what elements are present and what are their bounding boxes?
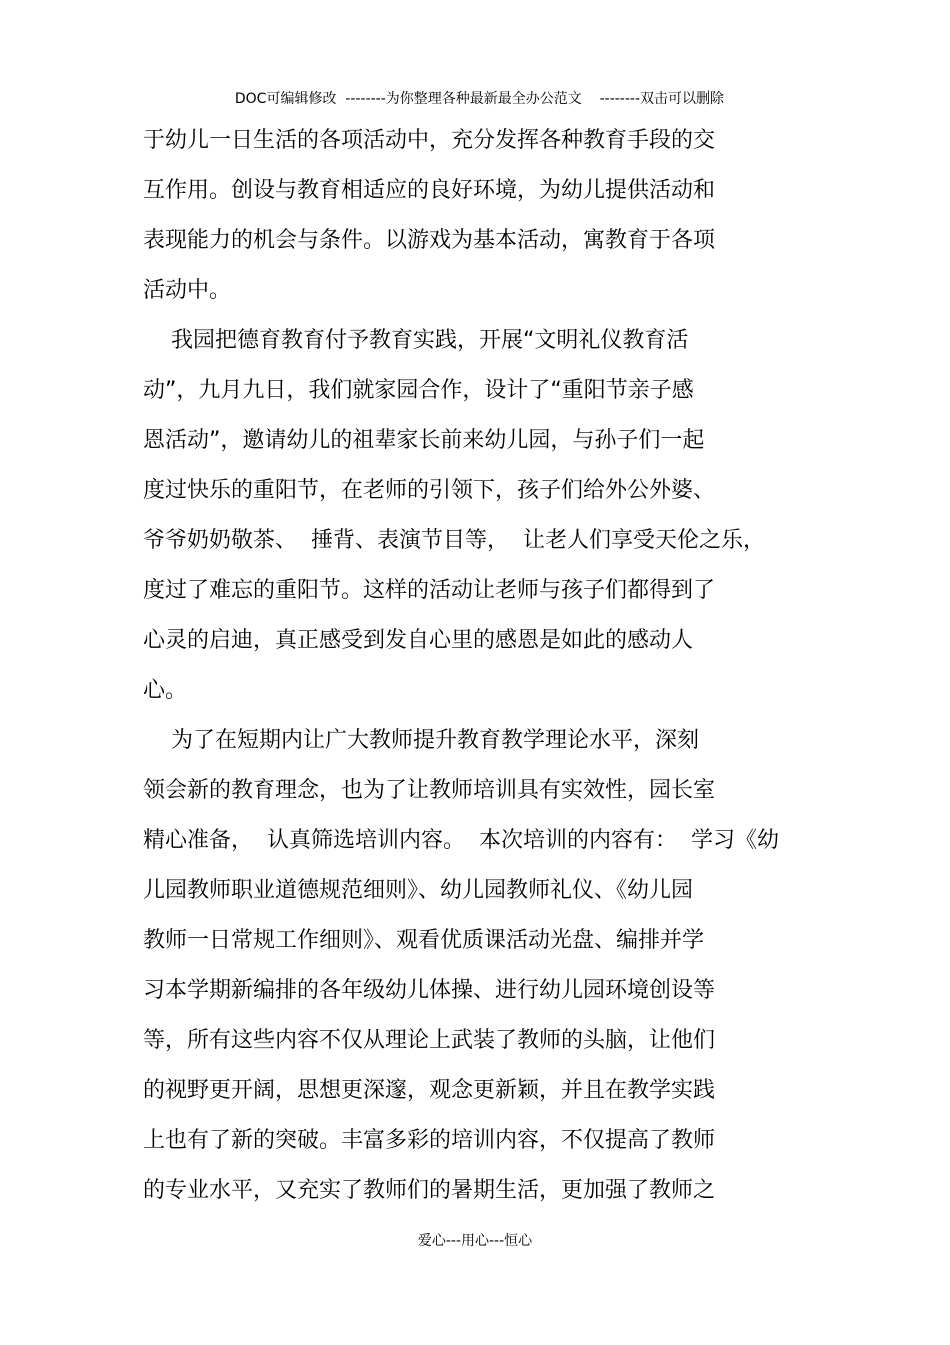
body-line: 领会新的教育理念，也为了让教师培训具有实效性，园长室 (143, 778, 716, 803)
body-line: 我园把德育教育付予教育实践，开展“文明礼仪教育活 (143, 328, 689, 353)
body-line: 活动中。 (143, 278, 232, 303)
body-line: 上也有了新的突破。丰富多彩的培训内容，不仅提高了教师 (143, 1128, 716, 1153)
body-line: 度过了难忘的重阳节。这样的活动让老师与孩子们都得到了 (143, 578, 716, 603)
body-line: 心灵的启迪，真正感受到发自心里的感恩是如此的感动人 (143, 628, 694, 653)
body-line: 于幼儿一日生活的各项活动中，充分发挥各种教育手段的交 (143, 128, 716, 153)
body-line: 的专业水平，又充实了教师们的暑期生活，更加强了教师之 (143, 1178, 716, 1203)
body-line: 心。 (143, 678, 188, 703)
header-delete-hint: --------双击可以删除 (599, 91, 725, 107)
body-line: 互作用。创设与教育相适应的良好环境，为幼儿提供活动和 (143, 178, 716, 203)
body-line: 精心准备， 认真筛选培训内容。 本次培训的内容有： 学习《幼 (143, 828, 779, 853)
body-line: 表现能力的机会与条件。以游戏为基本活动，寓教育于各项 (143, 228, 716, 253)
body-line: 恩活动”，邀请幼儿的祖辈家长前来幼儿园，与孙子们一起 (143, 428, 705, 453)
header-doc-label: DOC可编辑修改 (234, 91, 337, 107)
header-slogan: --------为你整理各种最新最全办公范文 (345, 91, 582, 107)
page-header (0, 72, 950, 108)
body-line: 教师一日常规工作细则》、观看优质课活动光盘、编排并学 (143, 928, 705, 953)
body-line: 动”，九月九日，我们就家园合作，设计了“重阳节亲子感 (143, 378, 694, 403)
body-line: 爷爷奶奶敬茶、 捶背、表演节目等， 让老人们享受天伦之乐， (143, 528, 765, 553)
body-line: 儿园教师职业道德规范细则》、幼儿园教师礼仪、《幼儿园 (143, 878, 694, 903)
body-line: 习本学期新编排的各年级幼儿体操、进行幼儿园环境创设等 (143, 978, 716, 1003)
body-line: 度过快乐的重阳节，在老师的引领下，孩子们给外公外婆、 (143, 478, 716, 503)
body-line: 为了在短期内让广大教师提升教育教学理论水平，深刻 (143, 728, 699, 753)
body-line: 等，所有这些内容不仅从理论上武装了教师的头脑，让他们 (143, 1028, 716, 1053)
body-line: 的视野更开阔，思想更深邃，观念更新颖，并且在教学实践 (143, 1078, 716, 1103)
page-footer: 爱心---用心---恒心 (417, 1233, 533, 1249)
